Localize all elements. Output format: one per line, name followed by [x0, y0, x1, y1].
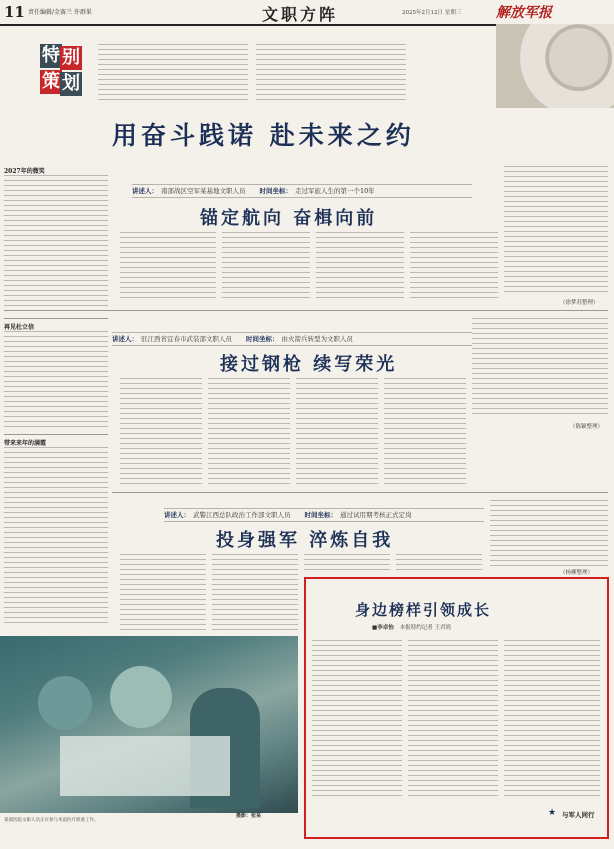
time-value: 走过军旅人生的第一个10年: [295, 187, 375, 195]
feature-col-1: [312, 640, 402, 800]
speaker-label: 讲述人：: [112, 335, 138, 343]
speaker-label: 讲述人：: [164, 511, 190, 519]
feature-column-label: 与军人同行: [562, 811, 595, 819]
photo-drape: [60, 736, 230, 796]
speaker-name: 南部战区空军某基地文职人员: [161, 187, 246, 195]
story-ribbon-3: [164, 508, 484, 522]
story-3-col-1: [120, 554, 206, 630]
story-1-col-2: [222, 232, 310, 298]
badge-char: 策: [42, 71, 60, 92]
story-1-col-3: [316, 232, 404, 298]
story-3-signature: （杨柳整理）: [560, 570, 594, 576]
feature-byline: [372, 623, 451, 631]
story-2-col-5: [472, 318, 608, 418]
sidebar-text-3: [4, 447, 108, 627]
feature-headline: 身边榜样引领成长: [355, 601, 492, 619]
divider: [4, 318, 108, 319]
story-2-col-3: [296, 378, 378, 486]
divider: [4, 310, 608, 311]
story-1-col-4: [410, 232, 498, 298]
badge-char: 特: [42, 45, 60, 66]
time-label: 时间坐标：: [259, 187, 292, 195]
photo-credit: 摄影：张某: [236, 813, 262, 819]
feature-col-2: [408, 640, 498, 800]
time-value: 通过试用期考核正式定岗: [340, 511, 412, 519]
story-1-signature: （徐梦苏整理）: [560, 300, 599, 306]
clock-illustration: [496, 24, 614, 108]
photo-caption: 某部医院文职人员正在参与术前医疗准备工作。: [4, 818, 99, 823]
sidebar-text-2: [4, 331, 108, 431]
sidebar-heading-2: 再见杜立信: [4, 324, 35, 331]
star-icon: ★: [548, 808, 557, 818]
byline-author: ■李卓怡: [372, 625, 394, 631]
feature-col-3: [504, 640, 600, 800]
sidebar-heading-3: 带来来年的满霞: [4, 440, 47, 447]
section-title: 文职方阵: [262, 5, 339, 24]
editors-line: 责任编辑/金赛兰 许群果: [28, 9, 92, 16]
newspaper-logo: 解放军报: [496, 5, 552, 21]
main-headline: 用奋斗践诺 赴未来之约: [112, 121, 415, 150]
story-ribbon-2: [112, 332, 472, 346]
intro-text-col-1: [98, 44, 248, 100]
badge-char: 划: [62, 73, 80, 94]
issue-date: 2025年2月12日 星期三: [402, 10, 462, 16]
intro-text-col-2: [256, 44, 406, 100]
byline-reporter: 本报特约记者 王君鸿: [399, 625, 451, 631]
story-headline-1: 锚定航向 奋楫向前: [200, 208, 378, 229]
story-2-col-4: [384, 378, 466, 486]
surgery-photo: [0, 636, 298, 813]
special-planning-badge: [40, 44, 86, 96]
story-2-signature: （陈颖整理）: [570, 424, 604, 430]
story-2-col-2: [208, 378, 290, 486]
sidebar-heading-1: 2027年的微笑: [4, 168, 45, 175]
story-1-col-5: [504, 166, 608, 296]
story-1-col-1: [120, 232, 216, 298]
time-label: 时间坐标：: [246, 335, 279, 343]
story-3-col-2: [212, 554, 298, 630]
story-3-col-3: [304, 554, 390, 572]
story-ribbon-1: [132, 184, 472, 198]
photo-figure: [38, 676, 92, 730]
speaker-name: 驻江西省宜春市武装部文职人员: [141, 335, 232, 343]
story-3-col-5: [490, 500, 608, 570]
story-3-col-4: [396, 554, 482, 572]
badge-char: 别: [62, 47, 80, 68]
story-headline-2: 接过钢枪 续写荣光: [220, 354, 398, 375]
divider: [4, 434, 108, 435]
divider: [112, 492, 608, 493]
sidebar-text-1: [4, 175, 108, 315]
time-value: 由火箭兵转型为文职人员: [281, 335, 353, 343]
time-label: 时间坐标：: [304, 511, 337, 519]
speaker-name: 武警江西总队政治工作部文职人员: [193, 511, 291, 519]
page-number: 11: [4, 3, 25, 21]
story-headline-3: 投身强军 淬炼自我: [216, 530, 394, 551]
speaker-label: 讲述人：: [132, 187, 158, 195]
photo-surgical-lamp: [110, 666, 172, 728]
story-2-col-1: [120, 378, 202, 486]
